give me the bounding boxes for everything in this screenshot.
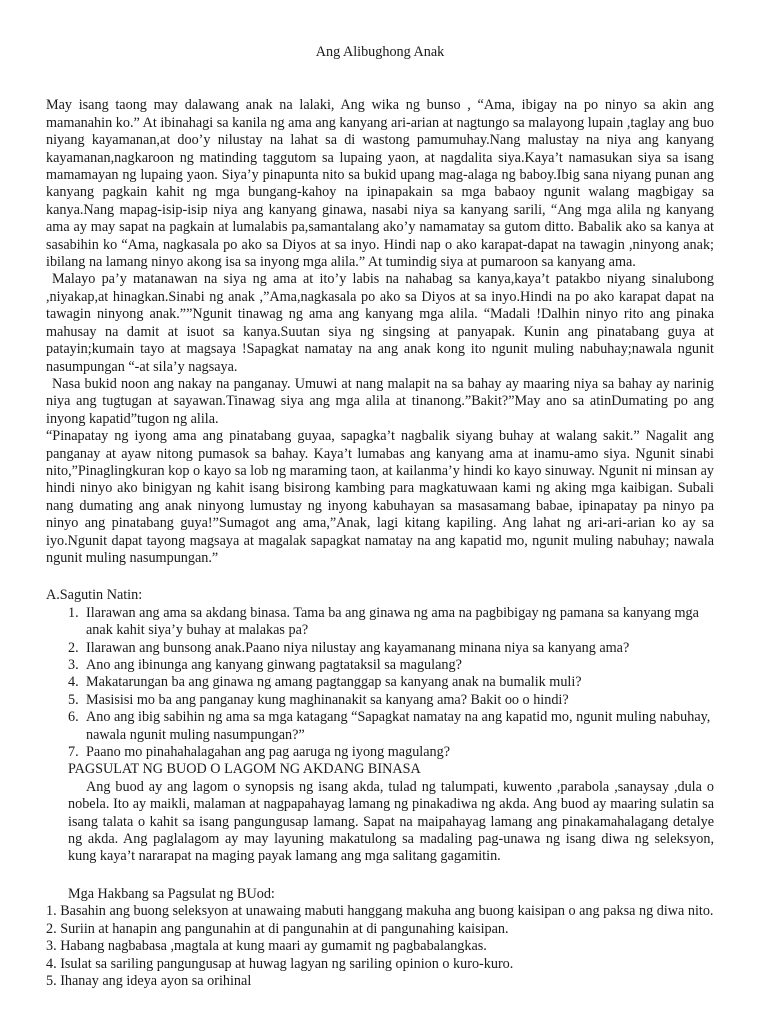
- question-text: Ano ang ibinunga ang kanyang ginwang pagtataksil sa magulang?: [86, 657, 462, 673]
- story-paragraph: Malayo pa’y matanawan na siya ng ama at ito’y labis na nahabag sa kanya,kaya’t patakbo niyang sinalubong ,niyakap,at hinagkan.Sinabi ng anak ,”Ama,nagkasala po ako sa Diyos at sa inyo.Hindi na po ako karapat dapat na tawagin ninyong anak.””Ngunit tinawag ng ama ang kanyang mga alila. “Madali !Dalhin ninyo rito ang pinaka mahusay na damit at isuot sa kanya.Suutan siya ng singsing at panyapak. Kunin ang pinatabang guya at patayin;kumain tayo at magsaya !Sapagkat namatay na ang anak kong ito ngunit muling nabuhay;nawala ngunit nasumpungan “-at sila’y nagsaya.: [46, 271, 714, 375]
- story-paragraph: “Pinapatay ng iyong ama ang pinatabang guyaa, sapagka’t nagbalik siyang buhay at walang sakit.” Nagalit ang panganay at ayaw nitong pumasok sa bahay. Kaya’t lumabas ang kanyang ama at inamu-amo siya. Ngunit sinabi nito,”Pinaglingkuran kop o kayo sa lob ng maraming taon, at kailanma’y hindi ko kayo sinuway. Ngunit ni minsan ay hindi ninyo ako binigyan ng kahit isang bisirong kambing para magkatuwaan kami ng aking mga kaibigan. Subali nang dumating ang anak ninyong lumustay ng inyong kabuhayan sa masasamang babae, ipinapatay pa ninyo pa ninyo ang pinatabang guya!”Sumagot ang ama,”Anak, lagi kitang kapiling. Ang lahat ng ari-ari-arian ko ay sa iyo.Ngunit dapat tayong magsaya at magalak sapagkat namatay na ang kapatid mo, ngunit muling nabuhay; nawala ngunit muling nasumpungan.”: [46, 428, 714, 566]
- question-text: Ano ang ibig sabihin ng ama sa mga katagang “Sapagkat namatay na ang kapatid mo, ngunit muling nabuhay, nawala ngunit muling nasumpungan?”: [86, 709, 711, 743]
- question-number: 4.: [68, 674, 79, 691]
- steps-heading: Mga Hakbang sa Pagsulat ng BUod:: [68, 885, 275, 902]
- question-number: 3.: [68, 657, 79, 673]
- document-page: [46, 44, 714, 990]
- list-item: 1. Basahin ang buong seleksyon at unawaing mabuti hanggang makuha ang buong kaisipan o ang paksa ng diwa nito.: [46, 903, 714, 920]
- question-number: 5.: [68, 691, 79, 708]
- question-number: 1.: [68, 604, 79, 621]
- question-number: 7.: [68, 744, 79, 761]
- list-item: [46, 605, 714, 640]
- section-a-heading: A.Sagutin Natin:: [46, 587, 143, 604]
- list-item: 5. Ihanay ang ideya ayon sa orihinal: [46, 972, 252, 989]
- question-text: Ilarawan ang ama sa akdang binasa. Tama ba ang ginawa ng ama na pagbibigay ng pamana sa kanyang mga anak kahit siya’y buhay at malakas pa?: [86, 604, 699, 639]
- story-paragraph: May isang taong may dalawang anak na lalaki, Ang wika ng bunso , “Ama, ibigay na po ninyo sa akin ang mamanahin ko.” At ibinahagi sa kanila ng ama ang kanyang ari-arian at nagtungo sa malayong lupain ,taglay ang buo niyang kayamanan,at doo’y nilustay na lahat sa di wastong pamumuhay.Nang malustay na niya ang kanyang kayamanan,nagkaroon ng matinding taggutom sa lupaing yaon, at nagdalita siya.Kaya’t namasukan siya sa isang mamamayan ng lupaing yaon. Siya’y pinapunta nito sa bukid upang mag-alaga ng baboy.Ibig sana niyang punan ang kanyang pagkain kahit ng mga bungang-kahoy na ipinapakain sa mga babaoy ngunit walang magbigay sa kanya.Nang mapag-isip-isip niya ang kanyang ginawa, nasabi niya sa kanyang sarili, “Ang mga alila ng kanyang ama ay may sapat na pagkain at lumalabis pa,samantalang ako’y namamatay sa gutom ditto. Babalik ako sa kanya at sasabihin ko “Ama, nagkasala po ako sa Diyos at sa inyo. Hindi nap o ako karapat-dapat na tawagin ,ninyong anak; ibilang na lamang ninyo akong isa sa inyong mga alila.” At tumindig siya at pumaroon sa kanyang ama.: [46, 97, 714, 271]
- question-number: 6.: [68, 709, 79, 726]
- question-number: 2.: [68, 639, 79, 656]
- buod-paragraph: Ang buod ay ang lagom o synopsis ng isang akda, tulad ng talumpati, kuwento ,parabola ,sanaysay ,dula o nobela. Ito ay maikli, malaman at nagpapahayag lamang ng pinakadiwa ng akda. Ang buod ay maaring sulatin sa isang talata o kahit sa isang pangungusap lamang. Sapat na maipahayag lamang ang pinakamahalagang detalye ng akda. Ang paglalagom ay may layuning makatulong sa madaling pag-unawa ng isang diwa ng seleksyon, kung kaya’t nararapat na maging payak lamang ang mga salitang gagamitin.: [68, 778, 714, 865]
- question-text: Masisisi mo ba ang panganay kung maghinanakit sa kanyang ama? Bakit oo o hindi?: [86, 691, 569, 708]
- list-item: [46, 709, 714, 744]
- buod-heading: PAGSULAT NG BUOD O LAGOM NG AKDANG BINASA: [68, 761, 421, 778]
- list-item: 2. Suriin at hanapin ang pangunahin at di pangunahin at di pangunahing kaisipan.: [46, 920, 509, 937]
- list-item: 3. Habang nagbabasa ,magtala at kung maari ay gumamit ng pagbabalangkas.: [46, 938, 487, 955]
- questions-list: [46, 605, 714, 762]
- list-item: [46, 657, 714, 674]
- steps-list: [46, 903, 714, 990]
- list-item: [46, 692, 714, 709]
- story-paragraph: Nasa bukid noon ang nakay na panganay. Umuwi at nang malapit na sa bahay ay maaring niya sa bahay ay narinig niya ang tugtugan at sayawan.Tinawag siya ang mga alila at tinanong.”Bakit?”May ano sa atinDumating po ang inyong kapatid”tugon ng alila.: [46, 375, 714, 427]
- list-item: 4. Isulat sa sariling pangungusap at huwag lagyan ng sariling opinion o kuro-kuro.: [46, 955, 514, 972]
- question-text: Paano mo pinahahalagahan ang pag aaruga ng iyong magulang?: [86, 744, 451, 761]
- question-text: Makatarungan ba ang ginawa ng amang pagtanggap sa kanyang anak na bumalik muli?: [86, 674, 582, 691]
- list-item: [46, 640, 714, 657]
- list-item: [46, 744, 714, 761]
- story-body: [46, 97, 714, 567]
- document-title: Ang Alibughong Anak: [315, 44, 445, 60]
- list-item: [46, 674, 714, 691]
- question-text: Ilarawan ang bunsong anak.Paano niya nilustay ang kayamanang minana niya sa kanyang ama?: [86, 639, 630, 656]
